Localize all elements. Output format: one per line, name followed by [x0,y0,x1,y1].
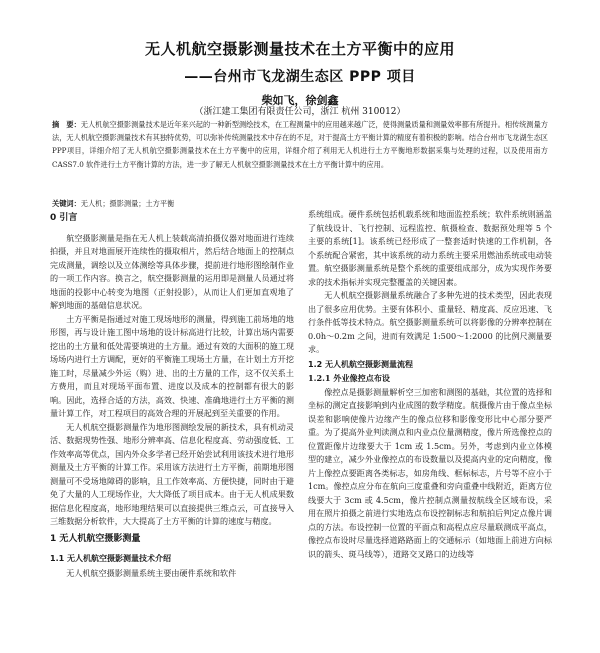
abstract-text: 无人机航空摄影测量技术是近年来兴起的一种新型测绘技术，在工程测量中的应用越来越广泛，使得测量质量和测量效率都有所提升。相传统测量方法，无人机航空摄影测量技术有其独特优势，可以弥补传统测量技术中存在的不足，对于提高土方平衡计算的精度有着积极的影响。结合台州市飞龙湖生态区PPP项目，详细介绍了无人机航空摄影测量技术在土方平衡中的应用，详细介绍了利用无人机进行土方平衡地形数据采集与处理的过程，以及使用南方 CASS7.0 软件进行土方平衡计算的方法，进一步了解无人机航空摄影测量技术在土方平衡计算中的应用。 [52,120,548,169]
section-introduction-heading: 0 引言 [50,213,78,223]
body-paragraph: 航空摄影测量是指在无人机上装载高清拍摄仪器对地面进行连续拍摄，并且对地面展开连续性的摄取相片，然后结合地面上的控制点完成测量，调绘以及立体测绘等具体步骤，提前进行地形图绘制作业的一项工作内容。换言之，航空摄影测量的运用即是测量人员通过将地面的投影中心转变为地图（正射投影），从而让人们更加直观地了解到地面的基础信息状况。 [50,232,294,310]
body-paragraph: 像控点是摄影测量解析空三加密和测图的基础，其位置的选择和坐标的测定直接影响到内业成图的数学精度。航摄像片由于像点坐标误差和影响使像片边缘产生的像点位移和影像变形比中心部分要严重。为了提高外业判读测点和内业点位量测精度，像片所选像控点的位置距像片边缘要大于 1cm 或 1.5cm。另外，考虑到内业立体模型的建立，减少外业像控点的布设数量以及提高内业的定向精度，像片上像控点要距离各类标志，如房角线、框标标志，片号等不应小于 1cm。像控点应分布在航向三度重叠和旁向重叠中线附近，距离方位线要大于 3cm 或 4.5cm，像片控制点测量按航线全区域布设，采用在照片拍摄之前进行实地选点布设控制标志和航拍后判定点像片调点的方法。布设控制一位置的平面点和高程点应尽量联测成平高点，像控点布设时尽量选择道路路面上的交通标示（如地面上前进方向标识的箭头、斑马线等），道路交叉路口的边线等 [308,386,552,559]
subsection-1-1-heading: 1.1 无人机航空摄影测量技术介绍 [50,554,171,563]
left-column [50,208,294,653]
body-paragraph: 无人机航空摄影测量作为地形图测绘发展的新技术，具有机动灵活、数据现势性强、地形分辨率高、信息化程度高、劳动强度低、工作效率高等优点，国内外众多学者已经开始尝试利用该技术进行地形测量及土方平衡的计算工作。采用该方法进行土方平衡，前期地形图测量可不受场地障碍的影响，且工作效率高、方便快捷，同时由于避免了大量的人工现场作业，大大降低了项目成本。由于无人机成果数据信息化程度高，地形地理结果可以直接提供三维点云，可直接导入三维数据分析软件，大大提高了土方平衡的计算的速度与精度。 [50,421,294,526]
subsection-1-2-heading: 1.2 无人机航空摄影测量流程 [308,359,413,369]
authors: 柴如飞，徐剑鑫 [261,94,339,107]
paper-title: 无人机航空摄影测量技术在土方平衡中的应用 [144,40,455,58]
body-paragraph: 系统组成。硬件系统包括机载系统和地面监控系统；软件系统则涵盖了航线设计、飞行控制、远程监控、航摄检查、数据预处理等 5 个主要的系统[1]。该系统已经形成了一整套适时快速的工作机制，各个系统配合紧密，其中该系统的动力系统主要采用燃油系统或电动装置。航空摄影测量系统是整个系统的重要组成部分，成为实现作务要求的技术指标并实现完整覆盖的关键因素。 [308,209,552,287]
keywords-text: 无人机；摄影测量；土方平衡 [80,199,175,208]
body-paragraph: 无人机航空摄影测量系统主要由硬件系统和软件 [66,567,237,578]
keywords-label: 关键词： [52,199,81,208]
abstract [52,118,548,198]
abstract-label: 摘 要： [52,120,81,129]
body-paragraph: 无人机航空摄影测量系统融合了多种先进的技术类型，因此表现出了很多应用优势。主要有体积小、重量轻、精度高、反应迅速、飞行条件低等技术特点。航空摄影测量系统可以将影像的分辨率控制在 0.0h～0.2m 之间，进而有效满足 1:500～1:2000 的比例尺测量要求。 [308,290,552,354]
affiliation: （浙江建工集团有限责任公司，浙江 杭州 310012） [194,107,406,117]
paper-subtitle: ——台州市飞龙湖生态区 PPP 项目 [184,69,416,85]
section-1-heading: 1 无人机航空摄影测量 [50,533,141,544]
right-column [308,208,552,653]
subsection-1-2-1-heading: 1.2.1 外业像控点布设 [308,373,391,383]
body-paragraph: 土方平衡是指通过对施工现场地形的测量，得到施工前场地的地形图，再与设计施工图中场地的设计标高进行比较，计算出场内需要挖出的土方量和低处需要填进的土方量。通过有效的大面积的施工现场场内进行土方调配，更好的平衡施工现场土方量，在计划土方开挖施工时，尽量减少外运（购）进、出的土方量的工作，这不仅关系土方费用，而且对现场平面布置、进度以及成本的控制都有很大的影响。因此，选择合适的方法，高效、快速、准确地进行土方平衡的测量计算工作，对工程项目的高效合理的开展起到至关重要的作用。 [50,313,294,418]
